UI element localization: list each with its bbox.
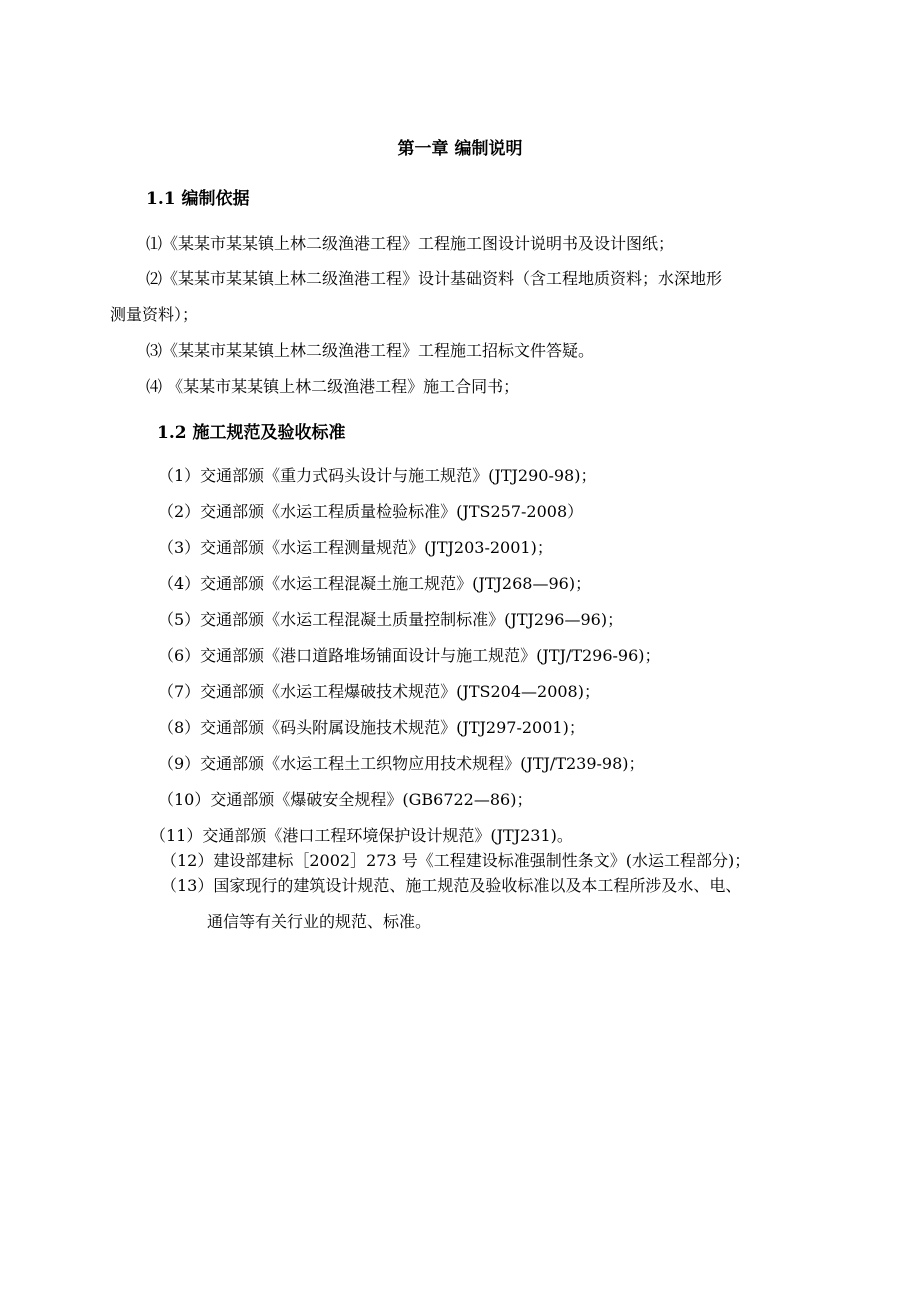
chapter-title: 第一章 编制说明 [397, 139, 523, 159]
standard-item: （12）建设部建标［2002］273 号《工程建设标准强制性条文》(水运工程部分)； [161, 851, 751, 870]
standard-item: （1）交通部颁《重力式码头设计与施工规范》(JTJ290-98)； [158, 466, 597, 485]
standard-item: （7）交通部颁《水运工程爆破技术规范》(JTS204—2008)； [158, 682, 600, 701]
basis-item: ⑶《某某市某某镇上林二级渔港工程》工程施工招标文件答疑。 [146, 341, 595, 360]
standard-item: （5）交通部颁《水运工程混凝土质量控制标准》(JTJ296—96)； [158, 610, 624, 629]
standard-item: （10）交通部颁《爆破安全规程》(GB6722—86)； [158, 790, 533, 809]
standard-item: （8）交通部颁《码头附属设施技术规范》(JTJ297-2001)； [158, 718, 585, 737]
standard-item-continuation: 通信等有关行业的规范、标准。 [207, 912, 432, 931]
section-heading-1-1: 1.1 编制依据 [146, 189, 250, 209]
standard-item: （9）交通部颁《水运工程土工织物应用技术规程》(JTJ/T239-98)； [158, 754, 645, 773]
basis-item: ⑷ 《某某市某某镇上林二级渔港工程》施工合同书； [146, 377, 520, 396]
basis-item: ⑴《某某市某某镇上林二级渔港工程》工程施工图设计说明书及设计图纸； [146, 234, 675, 253]
standard-item: （4）交通部颁《水运工程混凝土施工规范》(JTJ268—96)； [158, 574, 592, 593]
basis-item: ⑵《某某市某某镇上林二级渔港工程》设计基础资料（含工程地质资料；水深地形 [146, 269, 723, 288]
standard-item: （2）交通部颁《水运工程质量检验标准》(JTS257-2008） [158, 502, 584, 521]
standard-item: （13）国家现行的建筑设计规范、施工规范及验收标准以及本工程所涉及水、电、 [161, 876, 742, 895]
standard-item: （3）交通部颁《水运工程测量规范》(JTJ203-2001)； [158, 538, 553, 557]
section-heading-1-2: 1.2 施工规范及验收标准 [157, 423, 346, 443]
basis-item-continuation: 测量资料）； [110, 305, 199, 324]
standard-item: （11）交通部颁《港口工程环境保护设计规范》(JTJ231)。 [150, 826, 573, 845]
standard-item: （6）交通部颁《港口道路堆场铺面设计与施工规范》(JTJ/T296-96)； [158, 646, 661, 665]
